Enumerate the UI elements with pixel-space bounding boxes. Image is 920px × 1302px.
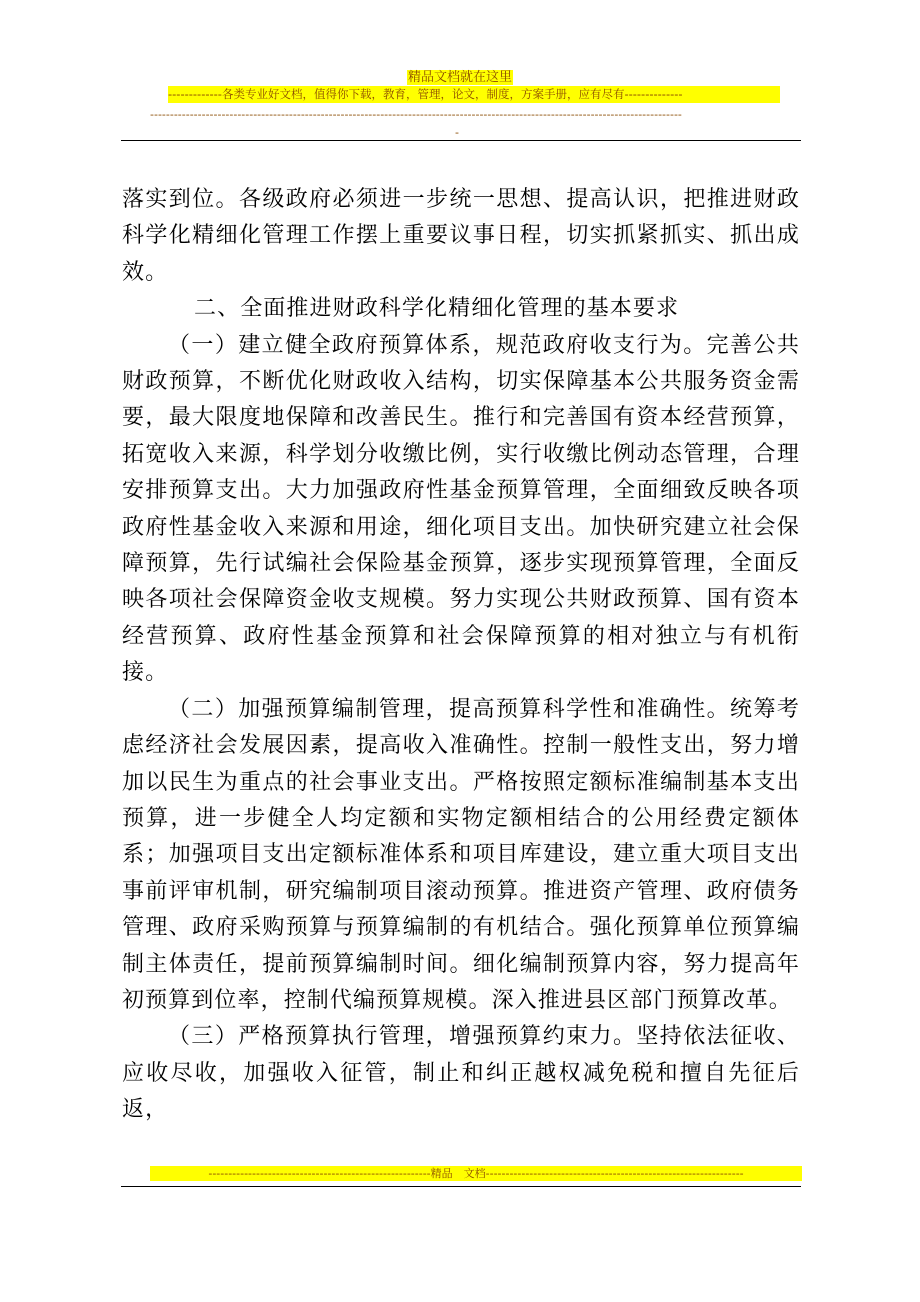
header-title [0, 66, 920, 85]
footer-bar: --------------------------------------------------------精品 文档----------------------------------------------------------------- [150, 1166, 802, 1181]
header-rule [121, 140, 801, 141]
document-body [122, 182, 800, 1129]
paragraph-item-1: （一）建立健全政府预算体系，规范政府收支行为。完善公共财政预算，不断优化财政收入结构，切实保障基本公共服务资金需要，最大限度地保障和改善民生。推行和完善国有资本经营预算，拓宽收入来源，科学划分收缴比例，实行收缴比例动态管理，合理安排预算支出。大力加强政府性基金预算管理，全面细致反映各项政府性基金收入来源和用途，细化项目支出。加快研究建立社会保障预算，先行试编社会保险基金预算，逐步实现预算管理，全面反映各项社会保障资金收支规模。努力实现公共财政预算、国有资本经营预算、政府性基金预算和社会保障预算的相对独立与有机衔接。 [122, 332, 800, 686]
paragraph-continuation: 落实到位。各级政府必须进一步统一思想、提高认识，把推进财政科学化精细化管理工作摆上重要议事日程，切实抓紧抓实、抓出成效。 [122, 187, 800, 285]
section-heading: 二、全面推进财政科学化精细化管理的基本要求 [194, 296, 680, 322]
header-subtitle: -------------各类专业好文档，值得你下载，教育，管理，论文，制度，方案手册，应有尽有-------------- [168, 86, 780, 103]
paragraph-item-2: （二）加强预算编制管理，提高预算科学性和准确性。统筹考虑经济社会发展因素，提高收入准确性。控制一般性支出，努力增加以民生为重点的社会事业支出。严格按照定额标准编制基本支出预算，进一步健全人均定额和实物定额相结合的公用经费定额体系；加强项目支出定额标准体系和项目库建设，建立重大项目支出事前评审机制，研究编制项目滚动预算。推进资产管理、政府债务管理、政府采购预算与预算编制的有机结合。强化预算单位预算编制主体责任，提前预算编制时间。细化编制预算内容，努力提高年初预算到位率，控制代编预算规模。深入推进县区部门预算改革。 [122, 696, 800, 1013]
header-dash-tail: - [455, 126, 459, 139]
header-dash-line: -------------------------------------------------------------------------------------------------------------------------------------- [150, 108, 682, 121]
paragraph-item-3: （三）严格预算执行管理，增强预算约束力。坚持依法征收、应收尽收，加强收入征管，制止和纠正越权减免税和擅自先征后返， [122, 1024, 800, 1123]
header-title-text: 精品文档就在这里 [407, 70, 512, 85]
footer-rule [121, 1186, 801, 1187]
